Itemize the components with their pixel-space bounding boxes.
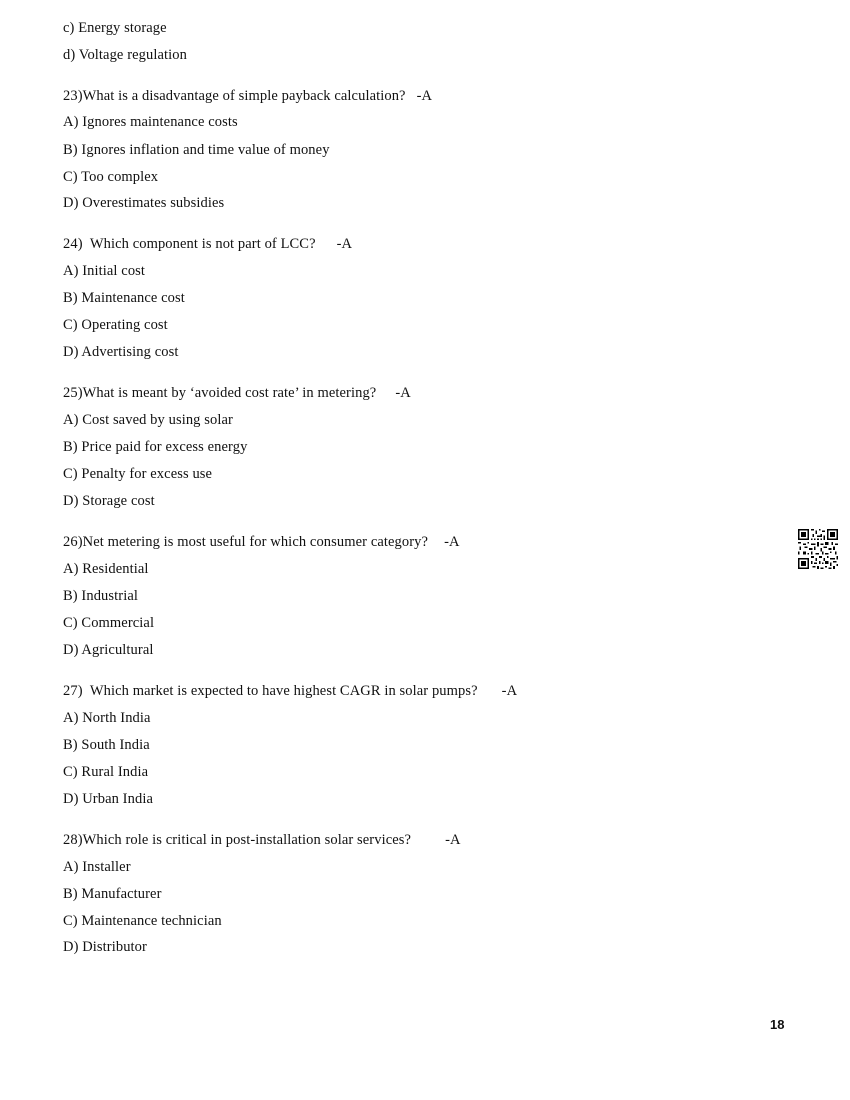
option-line: D) Distributor [63, 939, 147, 955]
option-line: A) Initial cost [63, 263, 146, 279]
option-line: C) Maintenance technician [63, 913, 222, 929]
option-line: A) Residential [63, 561, 149, 577]
option-line: D) Storage cost [63, 493, 155, 509]
option-line: D) Advertising cost [63, 344, 179, 360]
option-line: A) Ignores maintenance costs [63, 114, 238, 130]
question-line [63, 87, 432, 105]
option-line: C) Penalty for excess use [63, 466, 213, 482]
option-line: A) Installer [63, 859, 131, 875]
question-text: 27) Which market is expected to have highest CAGR in solar pumps? [63, 683, 478, 699]
answer-key: -A [336, 236, 353, 252]
page-number: 18 [770, 1017, 785, 1032]
option-line: B) Price paid for excess energy [63, 439, 248, 455]
option-line: D) Urban India [63, 791, 153, 807]
option-line: B) Ignores inflation and time value of money [63, 142, 330, 158]
question-text: 23)What is a disadvantage of simple payback calculation? [63, 88, 406, 104]
question-line [63, 384, 411, 402]
question-text: 25)What is meant by ‘avoided cost rate’ in metering? [63, 385, 377, 401]
answer-key: -A [444, 534, 460, 550]
question-text: 26)Net metering is most useful for which consumer category? [63, 534, 429, 550]
answer-key: -A [445, 832, 461, 848]
question-text: 28)Which role is critical in post-installation solar services? [63, 832, 412, 848]
qr-code-icon[interactable] [798, 529, 838, 569]
option-line: d) Voltage regulation [63, 47, 187, 63]
option-line: B) Industrial [63, 588, 138, 604]
question-line [63, 831, 461, 849]
option-line: A) North India [63, 710, 151, 726]
option-line: C) Operating cost [63, 317, 168, 333]
option-line: B) Maintenance cost [63, 290, 185, 306]
option-line: c) Energy storage [63, 20, 167, 36]
question-text: 24) Which component is not part of LCC? [63, 236, 316, 252]
option-line: C) Rural India [63, 764, 149, 780]
option-line: B) Manufacturer [63, 886, 162, 902]
option-line: C) Too complex [63, 169, 159, 185]
option-line: A) Cost saved by using solar [63, 412, 233, 428]
option-line: D) Overestimates subsidies [63, 195, 225, 211]
answer-key: -A [416, 88, 433, 104]
answer-key: -A [501, 683, 518, 699]
answer-key: -A [395, 385, 411, 401]
option-line: C) Commercial [63, 615, 155, 631]
option-line: B) South India [63, 737, 150, 753]
question-line [63, 533, 460, 551]
option-line: D) Agricultural [63, 642, 154, 658]
question-line [63, 235, 352, 253]
question-line [63, 682, 517, 700]
